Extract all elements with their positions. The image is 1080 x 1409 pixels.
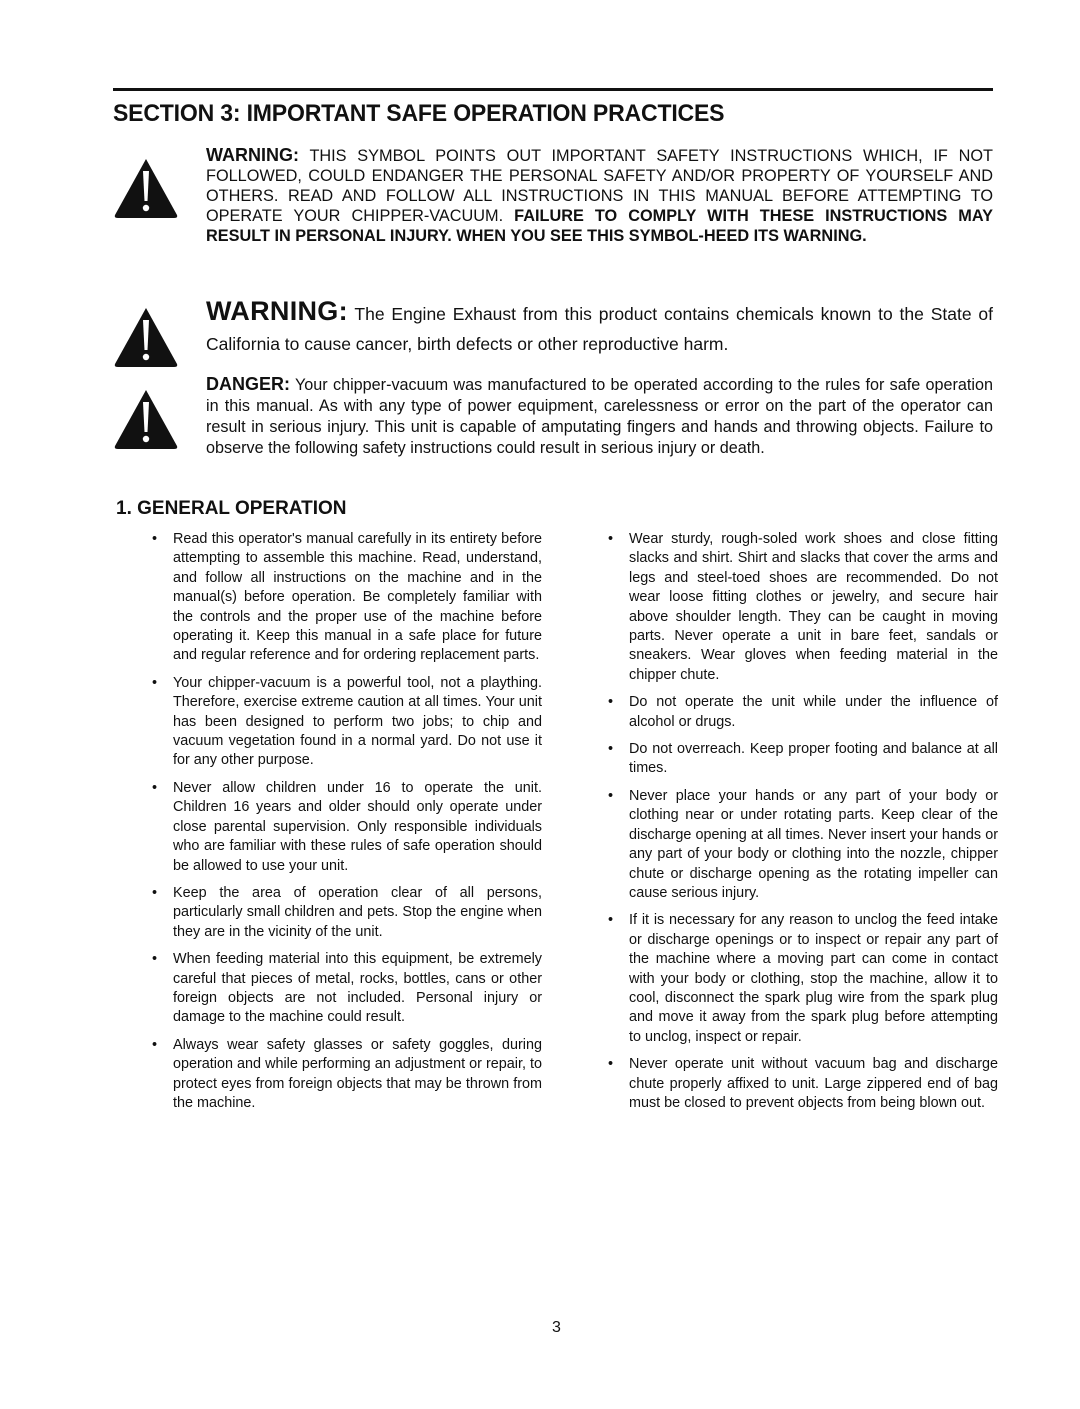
california-exhaust-warning <box>113 296 993 359</box>
alert-lead: WARNING: <box>206 296 348 326</box>
bullet-icon: • <box>608 912 614 929</box>
warning-triangle-icon <box>113 157 179 219</box>
list-item: • Always wear safety glasses or safety goggles, during operation and while performing an adjustment or repair, to protect eyes from foreign objects that may be thrown from the machine. <box>152 1036 542 1111</box>
list-item: • Keep the area of operation clear of all persons, particularly small children and pets. Stop the engine when they are in the vicinity of the unit. <box>152 884 542 940</box>
bullet-icon: • <box>608 531 614 547</box>
alert-body <box>206 296 993 359</box>
alert-body <box>206 145 993 246</box>
page-number: 3 <box>552 1319 561 1336</box>
list-item: • When feeding material into this equipment, be extremely careful that pieces of metal, rocks, bottles, cans or other foreign objects are not included. Personal injury or damage to the machine could result. <box>152 951 542 1026</box>
bullet-icon: • <box>152 779 158 796</box>
left-column <box>147 530 542 1121</box>
list-item: • Never place your hands or any part of your body or clothing near or under rotating parts. Keep clear of the discharge opening at all times. Never insert your hands or any part of your body or clothing into the nozzle, chipper chute or discharge opening as the rotating impeller can cause serious injury. <box>608 787 998 901</box>
general-operation-heading: 1. GENERAL OPERATION <box>116 498 347 519</box>
list-item: • Never operate unit without vacuum bag and discharge chute properly affixed to unit. Large zippered end of bag must be closed to prevent objects from being blown out. <box>608 1056 998 1111</box>
safety-symbol-warning <box>113 145 993 246</box>
bullet-icon: • <box>608 1056 614 1073</box>
section-top-rule <box>113 88 993 91</box>
list-item: • Read this operator's manual carefully in its entirety before attempting to assemble this machine. Read, understand, and follow all instructions on the machine and in the manual(s) before operation. Be completely familiar with the controls and the proper use of the machine before operating it. Keep this manual in a safe place for future and regular reference and for ordering replacement parts. <box>152 531 542 664</box>
list-item: • Never allow children under 16 to operate the unit. Children 16 years and older should only operate under close parental supervision. Only responsible individuals who are familiar with these rules of safe operation should be allowed to use your unit. <box>152 779 542 874</box>
alert-lead: DANGER: <box>206 374 290 394</box>
warning-triangle-icon <box>113 388 179 450</box>
list-item: • Do not overreach. Keep proper footing and balance at all times. <box>608 741 998 777</box>
alert-text: Your chipper-vacuum was manufactured to be operated according to the rules for safe operation in this manual. As with any type of power equipment, carelessness or error on the part of the operator can result in serious injury. This unit is capable of amputating fingers and hands and throwing objects. Failure to observe the following safety instructions could result in serious injury or death. <box>206 376 993 457</box>
right-column <box>603 530 998 1121</box>
alert-body <box>206 374 993 459</box>
warning-triangle-icon <box>113 306 179 368</box>
bullet-icon: • <box>152 674 158 691</box>
list-item: • Your chipper-vacuum is a powerful tool, not a plaything. Therefore, exercise extreme caution at all times. Your unit has been designed to perform two jobs; to chip and vacuum vegetation found in a normal yard. Do not use it for any other purpose. <box>152 674 542 769</box>
right-bullet-list <box>603 530 998 1113</box>
list-item: • If it is necessary for any reason to unclog the feed intake or discharge openings or to inspect or repair any part of the machine where a moving part can come in contact with your body or clothing, stop the machine, allow it to cool, disconnect the spark plug wire from the spark plug and move it away from the spark plug before attempting to unclog, inspect or repair. <box>608 912 998 1045</box>
alert-emphasis: FAILURE TO COMPLY WITH THESE INSTRUCTIONS MAY RESULT IN PERSONAL INJURY. WHEN YOU SEE THIS SYMBOL-HEED ITS WARNING. <box>206 207 993 245</box>
bullet-icon: • <box>608 741 614 758</box>
section-title: SECTION 3: IMPORTANT SAFE OPERATION PRACTICES <box>113 100 725 127</box>
list-item: • Wear sturdy, rough-soled work shoes and close fitting slacks and shirt. Shirt and slacks that cover the arms and legs and steel-toed shoes are recommended. Do not wear loose fitting clothes or jewelry, and secure hair above shoulder length. They can be caught in moving parts. Never operate a unit in bare feet, sandals or sneakers. Wear gloves when feeding material in the chipper chute. <box>608 531 998 683</box>
list-item: • Do not operate the unit while under the influence of alcohol or drugs. <box>608 694 998 730</box>
bullet-icon: • <box>608 694 614 711</box>
bullet-icon: • <box>152 884 158 901</box>
bullet-icon: • <box>152 951 158 968</box>
bullet-icon: • <box>608 787 614 804</box>
alert-lead: WARNING: <box>206 145 299 165</box>
alert-text: THIS SYMBOL POINTS OUT IMPORTANT SAFETY INSTRUCTIONS WHICH, IF NOT FOLLOWED, COULD ENDANGER THE PERSONAL SAFETY AND/OR PROPERTY OF YOURSELF AND OTHERS. READ AND FOLLOW ALL INSTRUCTIONS IN THIS MANUAL BEFORE ATTEMPTING TO OPERATE YOUR CHIPPER-VACUUM. <box>206 147 993 225</box>
left-bullet-list <box>147 530 542 1113</box>
bullet-icon: • <box>152 1036 158 1053</box>
danger-notice <box>113 374 993 459</box>
alert-text: The Engine Exhaust from this product contains chemicals known to the State of California to cause cancer, birth defects or other reproductive harm. <box>206 304 993 354</box>
bullet-icon: • <box>152 531 158 547</box>
